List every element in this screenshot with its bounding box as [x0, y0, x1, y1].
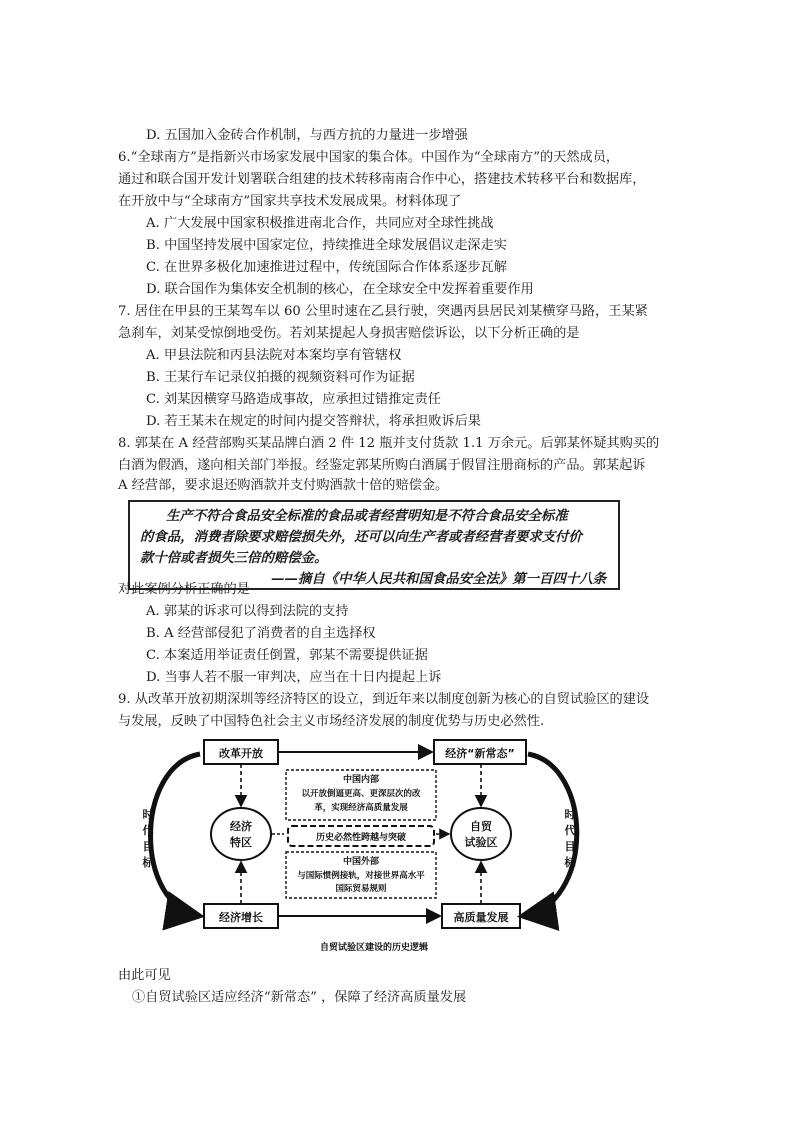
label-historical: 历史必然性跨越与突破	[315, 833, 407, 843]
side-right-4: 标	[564, 856, 576, 869]
label-new-normal: 经济“新常态”	[445, 747, 515, 760]
q7-stem-1: 7. 居住在甲县的王某驾车以 60 公里时速在乙县行驶，突遇丙县居民刘某横穿马路，王某紧	[118, 304, 648, 319]
label-internal-1: 以开放倒逼更高、更深层次的改	[301, 789, 421, 799]
q6-stem-2: 通过和联合国开发计划署联合组建的技术转移南南合作中心，搭建技术转移平台和数据库，	[118, 172, 646, 187]
q6-option-d: D. 联合国作为集体安全机制的核心，在全球安全中发挥着重要作用	[146, 282, 534, 297]
history-logic-diagram	[124, 736, 614, 961]
q9-statement-1: ①自贸试验区适应经济“新常态” ，保障了经济高质量发展	[132, 990, 467, 1005]
diagram-caption: 自贸试验区建设的历史逻辑	[319, 943, 429, 953]
q7-option-d: D. 若王某未在规定的时间内提交答辩状，将承担败诉后果	[146, 414, 481, 429]
law-quote-box	[128, 500, 620, 590]
q8-stem-2: 白酒为假酒，遂向相关部门举报。经鉴定郭某所购白酒属于假冒注册商标的产品。郭某起诉	[118, 458, 646, 473]
curve-left	[151, 754, 201, 916]
label-economic-growth: 经济增长	[219, 911, 263, 924]
q6-stem-1: 6.“全球南方”是指新兴市场家发展中国家的集合体。中国作为“全球南方”的天然成员，	[118, 150, 620, 165]
label-reform-opening: 改革开放	[219, 747, 263, 760]
label-external-title: 中国外部	[342, 857, 380, 867]
q6-option-c: C. 在世界多极化加速推进过程中，传统国际合作体系逐步瓦解	[146, 260, 507, 275]
q6-stem-3: 在开放中与“全球南方”国家共享技术发展成果。材料体现了	[118, 194, 462, 209]
quote-line-2: 的食品，消费者除要求赔偿损失外，还可以向生产者或者经营者要求支付价	[140, 530, 582, 545]
label-special-zone-1: 经济	[230, 820, 252, 833]
side-right-3: 目	[564, 840, 576, 853]
q9-stem-2: 与发展，反映了中国特色社会主义市场经济发展的制度优势与历史必然性.	[118, 714, 545, 729]
side-left-1: 时	[142, 808, 154, 821]
quote-line-1: 生产不符合食品安全标准的食品或者经营明知是不符合食品安全标准	[166, 509, 568, 524]
q7-option-a: A. 甲县法院和丙县法院对本案均享有管辖权	[146, 348, 402, 363]
q8-stem-1: 8. 郭某在 A 经营部购买某品牌白酒 2 件 12 瓶并支付货款 1.1 万余元。后郭某怀疑其购买的	[118, 436, 660, 451]
q6-option-a: A. 广大发展中国家积极推进南北合作，共同应对全球性挑战	[146, 216, 494, 231]
q7-option-c: C. 刘某因横穿马路造成事故，应承担过错推定责任	[146, 392, 441, 407]
circle-ftz	[451, 808, 511, 860]
quote-line-3: 款十倍或者损失三倍的赔偿金。	[140, 551, 328, 566]
q8-option-b: B. A 经营部侵犯了消费者的自主选择权	[146, 626, 376, 641]
label-internal-2: 革，实现经济高质量发展	[314, 803, 408, 813]
side-left-3: 目	[142, 840, 154, 853]
q8-option-a: A. 郭某的诉求可以得到法院的支持	[146, 604, 349, 619]
q9-stem-1: 9. 从改革开放初期深圳等经济特区的设立，到近年来以制度创新为核心的自贸试验区的建设	[118, 692, 650, 707]
label-ftz-2: 试验区	[464, 836, 498, 849]
label-external-1: 与国际惯例接轨，对接世界高水平	[297, 871, 425, 881]
side-right-2: 代	[564, 824, 576, 837]
side-right-1: 时	[564, 808, 576, 821]
circle-special-zone	[211, 808, 271, 860]
side-left-4: 标	[142, 856, 154, 869]
label-high-quality: 高质量发展	[453, 911, 509, 924]
side-left-2: 代	[142, 824, 154, 837]
q8-prompt: 对此案例分析正确的是	[118, 582, 250, 597]
quote-source: ——摘自《中华人民共和国食品安全法》第一百四十八条	[271, 572, 606, 587]
q9-prompt: 由此可见	[118, 968, 171, 983]
q6-option-b: B. 中国坚持发展中国家定位，持续推进全球发展倡议走深走实	[146, 238, 507, 253]
q8-stem-3: A 经营部，要求退还购酒款并支付购酒款十倍的赔偿金。	[118, 478, 449, 493]
q8-option-d: D. 当事人若不服一审判决，应当在十日内提起上诉	[146, 670, 442, 685]
label-external-2: 国际贸易规则	[335, 884, 387, 894]
q7-stem-2: 急刹车，刘某受惊倒地受伤。若刘某提起人身损害赔偿诉讼，以下分析正确的是	[118, 326, 580, 341]
q7-option-b: B. 王某行车记录仪拍摄的视频资料可作为证据	[146, 370, 415, 385]
label-special-zone-2: 特区	[230, 836, 252, 849]
q5-option-d: D. 五国加入金砖合作机制，与西方抗的力量进一步增强	[146, 128, 468, 143]
label-internal-title: 中国内部	[342, 775, 380, 785]
label-ftz-1: 自贸	[470, 820, 492, 833]
q8-option-c: C. 本案适用举证责任倒置，郭某不需要提供证据	[146, 648, 428, 663]
